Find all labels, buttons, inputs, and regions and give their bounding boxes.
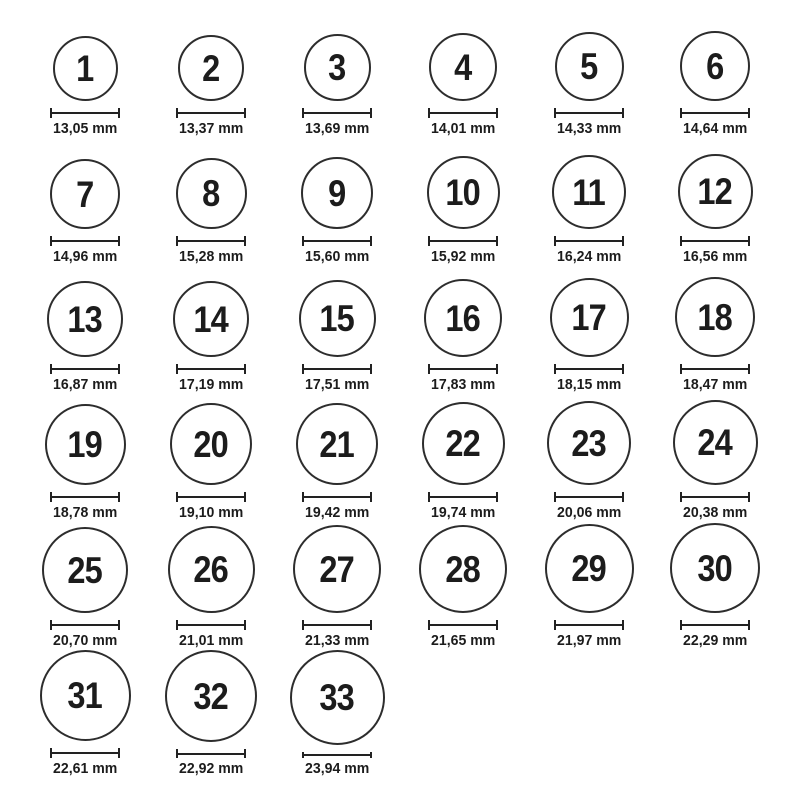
diameter-measure-line bbox=[50, 364, 120, 374]
ring-size-item bbox=[526, 138, 652, 266]
diameter-measure-line bbox=[50, 236, 120, 246]
ring-circle bbox=[50, 159, 120, 229]
diameter-measure-line bbox=[302, 364, 372, 374]
ring-size-number: 30 bbox=[697, 547, 733, 589]
ring-size-item bbox=[274, 10, 400, 138]
ring-size-item bbox=[526, 394, 652, 522]
diameter-label: 21,33 mm bbox=[304, 632, 370, 649]
ring-size-item bbox=[652, 394, 778, 522]
ring-size-item bbox=[400, 394, 526, 522]
ring-circle bbox=[53, 36, 118, 101]
ring-size-number: 21 bbox=[319, 423, 355, 465]
diameter-label: 14,96 mm bbox=[52, 248, 118, 265]
ring-circle bbox=[45, 404, 126, 485]
diameter-label: 21,97 mm bbox=[556, 632, 622, 649]
ring-circle bbox=[419, 525, 507, 613]
ring-size-number: 4 bbox=[454, 46, 472, 88]
diameter-label: 15,92 mm bbox=[430, 248, 496, 265]
ring-circle bbox=[165, 650, 257, 742]
ring-circle bbox=[173, 281, 249, 357]
diameter-label: 16,24 mm bbox=[556, 248, 622, 265]
diameter-label: 22,92 mm bbox=[178, 760, 244, 777]
ring-circle bbox=[547, 401, 631, 485]
diameter-measure-line bbox=[302, 752, 372, 758]
ring-size-item bbox=[148, 10, 274, 138]
ring-size-number: 6 bbox=[706, 45, 724, 87]
diameter-label: 19,74 mm bbox=[430, 504, 496, 521]
ring-circle bbox=[301, 157, 373, 229]
diameter-measure-line bbox=[680, 236, 750, 246]
diameter-measure-line bbox=[302, 236, 372, 246]
ring-circle bbox=[304, 34, 371, 101]
ring-size-number: 9 bbox=[328, 172, 346, 214]
ring-circle bbox=[680, 31, 750, 101]
diameter-label: 13,37 mm bbox=[178, 120, 244, 137]
ring-size-number: 12 bbox=[697, 171, 733, 212]
ring-circle bbox=[555, 32, 624, 101]
ring-circle bbox=[170, 403, 252, 485]
ring-size-item bbox=[526, 522, 652, 650]
ring-size-item bbox=[274, 650, 400, 778]
diameter-measure-line bbox=[554, 108, 624, 118]
diameter-measure-line bbox=[176, 620, 246, 630]
ring-size-number: 15 bbox=[319, 298, 355, 339]
diameter-label: 21,01 mm bbox=[178, 632, 244, 649]
diameter-label: 19,10 mm bbox=[178, 504, 244, 521]
ring-circle bbox=[168, 526, 255, 613]
ring-size-number: 24 bbox=[697, 422, 733, 463]
diameter-label: 15,28 mm bbox=[178, 248, 244, 265]
ring-size-number: 8 bbox=[202, 173, 220, 214]
diameter-measure-line bbox=[176, 364, 246, 374]
ring-circle bbox=[422, 402, 505, 485]
diameter-label: 16,87 mm bbox=[52, 376, 118, 393]
ring-size-number: 23 bbox=[571, 422, 607, 464]
ring-size-item bbox=[274, 394, 400, 522]
ring-size-number: 27 bbox=[319, 548, 355, 590]
diameter-label: 17,83 mm bbox=[430, 376, 496, 393]
diameter-measure-line bbox=[176, 108, 246, 118]
ring-circle bbox=[675, 277, 755, 357]
ring-size-number: 28 bbox=[445, 548, 481, 590]
ring-size-item bbox=[22, 522, 148, 650]
diameter-measure-line bbox=[302, 108, 372, 118]
diameter-measure-line bbox=[50, 108, 120, 118]
ring-circle bbox=[293, 525, 381, 613]
diameter-measure-line bbox=[428, 364, 498, 374]
ring-size-item bbox=[652, 138, 778, 266]
ring-size-item bbox=[274, 138, 400, 266]
diameter-label: 16,56 mm bbox=[682, 248, 748, 265]
ring-size-number: 31 bbox=[67, 675, 103, 716]
ring-circle bbox=[545, 524, 634, 613]
ring-size-number: 14 bbox=[193, 298, 229, 340]
ring-size-item bbox=[148, 650, 274, 778]
ring-size-number: 3 bbox=[328, 47, 346, 88]
ring-size-item bbox=[652, 266, 778, 394]
diameter-measure-line bbox=[50, 748, 120, 758]
ring-size-number: 32 bbox=[193, 675, 229, 717]
ring-size-item bbox=[526, 10, 652, 138]
diameter-measure-line bbox=[680, 364, 750, 374]
ring-circle bbox=[296, 403, 378, 485]
diameter-label: 20,38 mm bbox=[682, 504, 748, 521]
ring-circle bbox=[176, 158, 247, 229]
diameter-measure-line bbox=[176, 749, 246, 758]
ring-circle bbox=[424, 279, 502, 357]
diameter-label: 13,05 mm bbox=[52, 120, 118, 137]
ring-circle bbox=[550, 278, 629, 357]
ring-size-number: 5 bbox=[580, 46, 598, 87]
diameter-measure-line bbox=[554, 236, 624, 246]
ring-size-item bbox=[400, 10, 526, 138]
ring-size-number: 7 bbox=[76, 173, 94, 215]
ring-size-number: 25 bbox=[67, 549, 103, 591]
ring-circle bbox=[678, 154, 753, 229]
diameter-label: 20,06 mm bbox=[556, 504, 622, 521]
ring-size-item bbox=[526, 266, 652, 394]
ring-size-number: 13 bbox=[67, 298, 103, 340]
ring-size-item bbox=[400, 138, 526, 266]
ring-circle bbox=[299, 280, 376, 357]
diameter-label: 20,70 mm bbox=[52, 632, 118, 649]
diameter-label: 21,65 mm bbox=[430, 632, 496, 649]
ring-size-item bbox=[652, 10, 778, 138]
diameter-measure-line bbox=[554, 364, 624, 374]
diameter-label: 23,94 mm bbox=[304, 760, 370, 777]
diameter-measure-line bbox=[176, 236, 246, 246]
ring-size-item bbox=[22, 394, 148, 522]
ring-size-item bbox=[148, 266, 274, 394]
ring-circle bbox=[673, 400, 758, 485]
ring-size-number: 1 bbox=[76, 48, 94, 89]
diameter-label: 14,01 mm bbox=[430, 120, 496, 137]
ring-size-item bbox=[22, 650, 148, 778]
ring-circle bbox=[552, 155, 626, 229]
diameter-label: 14,64 mm bbox=[682, 120, 748, 137]
diameter-label: 18,78 mm bbox=[52, 504, 118, 521]
ring-size-number: 17 bbox=[571, 297, 607, 338]
ring-size-number: 2 bbox=[202, 47, 220, 89]
ring-size-item bbox=[274, 266, 400, 394]
ring-size-number: 19 bbox=[67, 424, 103, 465]
diameter-label: 14,33 mm bbox=[556, 120, 622, 137]
ring-size-item bbox=[274, 522, 400, 650]
diameter-label: 18,15 mm bbox=[556, 376, 622, 393]
diameter-label: 22,61 mm bbox=[52, 760, 118, 777]
ring-circle bbox=[429, 33, 497, 101]
ring-size-number: 20 bbox=[193, 423, 229, 465]
ring-circle bbox=[178, 35, 244, 101]
ring-size-number: 26 bbox=[193, 549, 229, 590]
ring-size-item bbox=[400, 522, 526, 650]
diameter-measure-line bbox=[428, 492, 498, 502]
diameter-measure-line bbox=[554, 620, 624, 630]
ring-size-item bbox=[22, 266, 148, 394]
diameter-measure-line bbox=[554, 492, 624, 502]
ring-grid bbox=[22, 10, 778, 778]
ring-size-item bbox=[400, 266, 526, 394]
diameter-label: 17,19 mm bbox=[178, 376, 244, 393]
ring-size-number: 29 bbox=[571, 548, 607, 589]
diameter-measure-line bbox=[428, 620, 498, 630]
ring-size-number: 16 bbox=[445, 297, 481, 339]
diameter-label: 22,29 mm bbox=[682, 632, 748, 649]
ring-circle bbox=[427, 156, 500, 229]
diameter-measure-line bbox=[428, 108, 498, 118]
ring-circle bbox=[42, 527, 128, 613]
ring-size-item bbox=[148, 394, 274, 522]
diameter-measure-line bbox=[680, 492, 750, 502]
diameter-label: 15,60 mm bbox=[304, 248, 370, 265]
diameter-measure-line bbox=[50, 620, 120, 630]
diameter-measure-line bbox=[302, 492, 372, 502]
ring-size-number: 11 bbox=[572, 171, 606, 213]
ring-size-item bbox=[22, 10, 148, 138]
diameter-measure-line bbox=[176, 492, 246, 502]
ring-size-item bbox=[22, 138, 148, 266]
diameter-measure-line bbox=[50, 492, 120, 502]
diameter-label: 13,69 mm bbox=[304, 120, 370, 137]
diameter-measure-line bbox=[680, 620, 750, 630]
diameter-label: 17,51 mm bbox=[304, 376, 370, 393]
diameter-label: 19,42 mm bbox=[304, 504, 370, 521]
ring-size-number: 10 bbox=[445, 172, 481, 213]
ring-size-number: 18 bbox=[697, 296, 733, 338]
ring-circle bbox=[40, 650, 131, 741]
ring-size-number: 22 bbox=[445, 423, 481, 464]
ring-circle bbox=[290, 650, 385, 745]
diameter-measure-line bbox=[680, 108, 750, 118]
diameter-measure-line bbox=[302, 620, 372, 630]
diameter-label: 18,47 mm bbox=[682, 376, 748, 393]
ring-size-item bbox=[148, 522, 274, 650]
ring-size-number: 33 bbox=[319, 677, 355, 718]
diameter-measure-line bbox=[428, 236, 498, 246]
ring-circle bbox=[670, 523, 760, 613]
ring-circle bbox=[47, 281, 123, 357]
ring-size-item bbox=[652, 522, 778, 650]
ring-size-item bbox=[148, 138, 274, 266]
